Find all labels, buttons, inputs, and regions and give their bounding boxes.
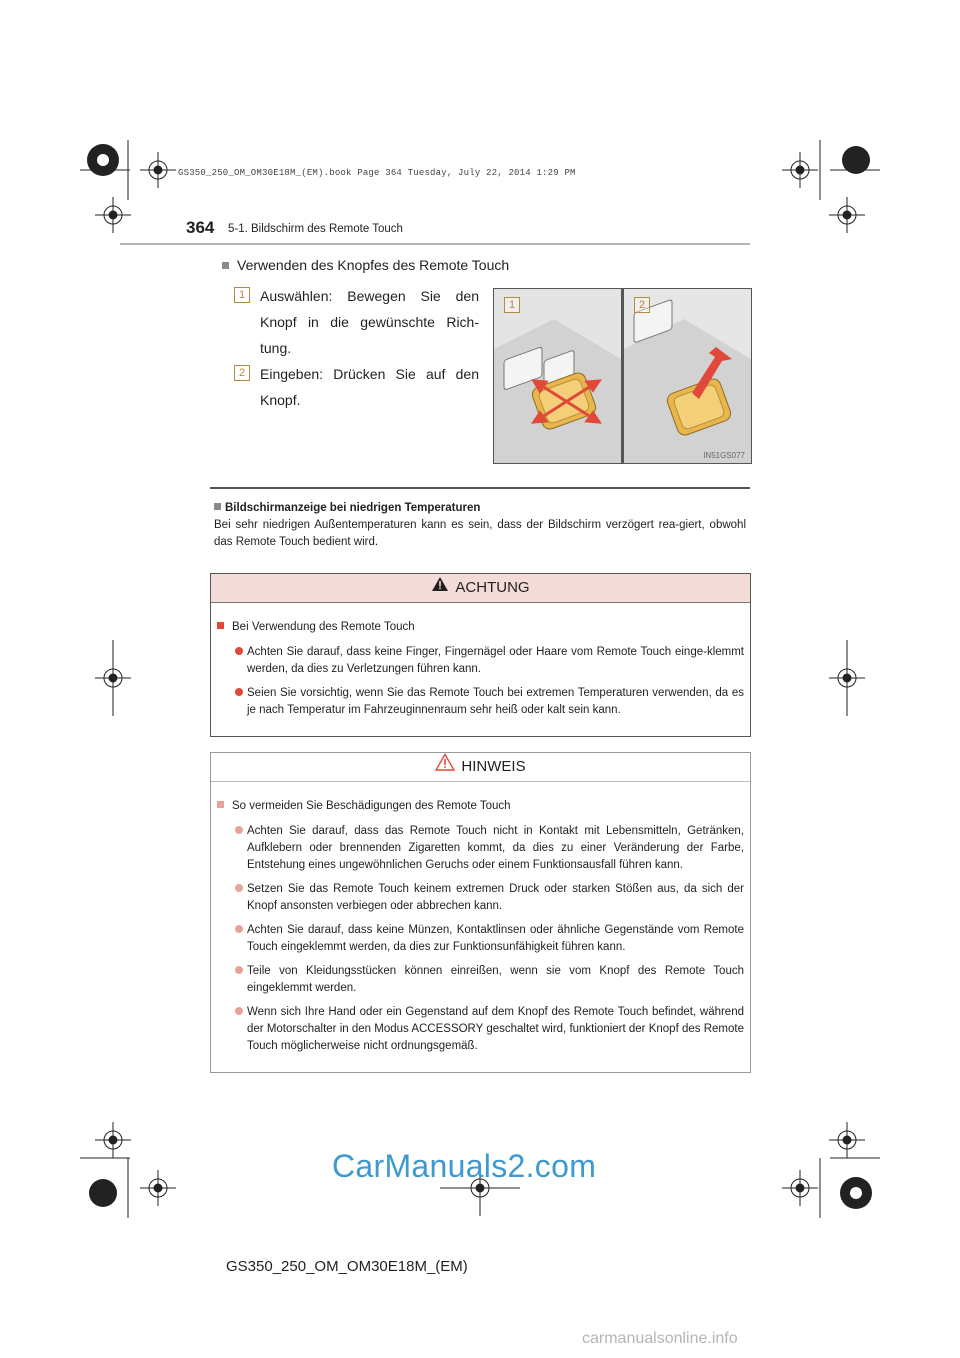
square-bullet-icon [217, 622, 224, 629]
bullet-text: Achten Sie darauf, dass keine Finger, Fingernägel oder Haare vom Remote Touch einge-klemmt werden, da dies zu Verletzungen führen kann. [247, 646, 744, 675]
low-temperature-note [214, 500, 746, 551]
step-1 [234, 283, 479, 361]
section-title: 5-1. Bildschirm des Remote Touch [228, 223, 403, 235]
list-item [217, 1004, 744, 1055]
list-item [217, 823, 744, 874]
bullet-text: Achten Sie darauf, dass keine Münzen, Kontaktlinsen oder ähnliche Gegenstände vom Remote Touch eingeklemmt werden, da dies zur Funktionsunfähigkeit führen kann. [247, 924, 744, 953]
step-2 [234, 361, 479, 413]
header-divider [120, 243, 750, 245]
remote-touch-illustration [493, 288, 752, 464]
bullet-dot-icon [235, 826, 243, 834]
achtung-header [211, 574, 750, 603]
hinweis-box [210, 752, 751, 1073]
hinweis-header [211, 753, 750, 782]
list-item [217, 922, 744, 956]
bullet-dot-icon [235, 1007, 243, 1015]
hinweis-title: HINWEIS [461, 758, 526, 775]
bullet-text: Setzen Sie das Remote Touch keinem extremen Druck oder starken Stößen aus, da sich der Knopf ansonsten verbiegen oder abbrechen kann. [247, 883, 744, 912]
bullet-dot-icon [235, 966, 243, 974]
section-heading [222, 257, 509, 273]
page-number: 364 [186, 218, 215, 237]
step-text: Auswählen: Bewegen Sie den Knopf in die gewünschte Rich-tung. [260, 288, 479, 356]
figure-label-2: 2 [634, 297, 650, 313]
square-bullet-icon [214, 503, 221, 510]
note-divider [210, 487, 750, 489]
remote-touch-knob-drawing [494, 289, 751, 463]
bullet-dot-icon [235, 884, 243, 892]
step-number-badge: 2 [234, 365, 250, 381]
bullet-text: Teile von Kleidungsstücken können einreißen, wenn sie vom Knopf des Remote Touch eingeklemmt werden. [247, 965, 744, 994]
note-body: Bei sehr niedrigen Außentemperaturen kann es sein, dass der Bildschirm verzögert rea-giert, obwohl das Remote Touch bedient wird. [214, 519, 746, 548]
list-item [217, 881, 744, 915]
step-text: Eingeben: Drücken Sie auf den Knopf. [260, 366, 479, 408]
square-bullet-icon [222, 262, 229, 269]
heading-text: Verwenden des Knopfes des Remote Touch [237, 257, 510, 273]
figure-code: IN51GS077 [703, 451, 745, 460]
achtung-box [210, 573, 751, 737]
hinweis-subtitle: So vermeiden Sie Beschädigungen des Remote Touch [232, 800, 511, 812]
bullet-text: Wenn sich Ihre Hand oder ein Gegenstand auf dem Knopf des Remote Touch befindet, während der Motorschalter in den Modus ACCESSORY geschaltet wird, funktioniert der Knopf des Remote Touch möglicherweise nicht ordnungsgemäß. [247, 1006, 744, 1052]
watermark: CarManuals2.com [332, 1148, 597, 1184]
note-title: Bildschirmanzeige bei niedrigen Temperaturen [225, 502, 481, 514]
figure-label-1: 1 [504, 297, 520, 313]
achtung-subtitle: Bei Verwendung des Remote Touch [232, 621, 415, 633]
warning-triangle-icon [431, 574, 449, 602]
achtung-title: ACHTUNG [455, 579, 530, 596]
footer-doc-id: GS350_250_OM_OM30E18M_(EM) [226, 1258, 468, 1275]
caution-triangle-icon [435, 753, 455, 781]
watermark-bottom: carmanualsonline.info [582, 1330, 738, 1347]
bullet-dot-icon [235, 647, 243, 655]
bullet-dot-icon [235, 688, 243, 696]
bullet-dot-icon [235, 925, 243, 933]
bullet-text: Seien Sie vorsichtig, wenn Sie das Remote Touch bei extremen Temperaturen verwenden, da es je nach Temperatur im Fahrzeuginnenraum sehr heiß oder kalt sein kann. [247, 687, 744, 716]
step-number-badge: 1 [234, 287, 250, 303]
print-metadata-line: GS350_250_OM_OM30E18M_(EM).book Page 364 Tuesday, July 22, 2014 1:29 PM [178, 168, 576, 178]
list-item [217, 644, 744, 678]
list-item [217, 685, 744, 719]
square-bullet-icon [217, 801, 224, 808]
bullet-text: Achten Sie darauf, dass das Remote Touch nicht in Kontakt mit Lebensmitteln, Getränken, Aufklebern oder brennenden Zigaretten kommt, da dies zu einer Veränderung der Farbe, Entstehung eines ungewöhnlichen Geruchs oder einem Funktionsausfall führen kann. [247, 825, 744, 871]
list-item [217, 963, 744, 997]
